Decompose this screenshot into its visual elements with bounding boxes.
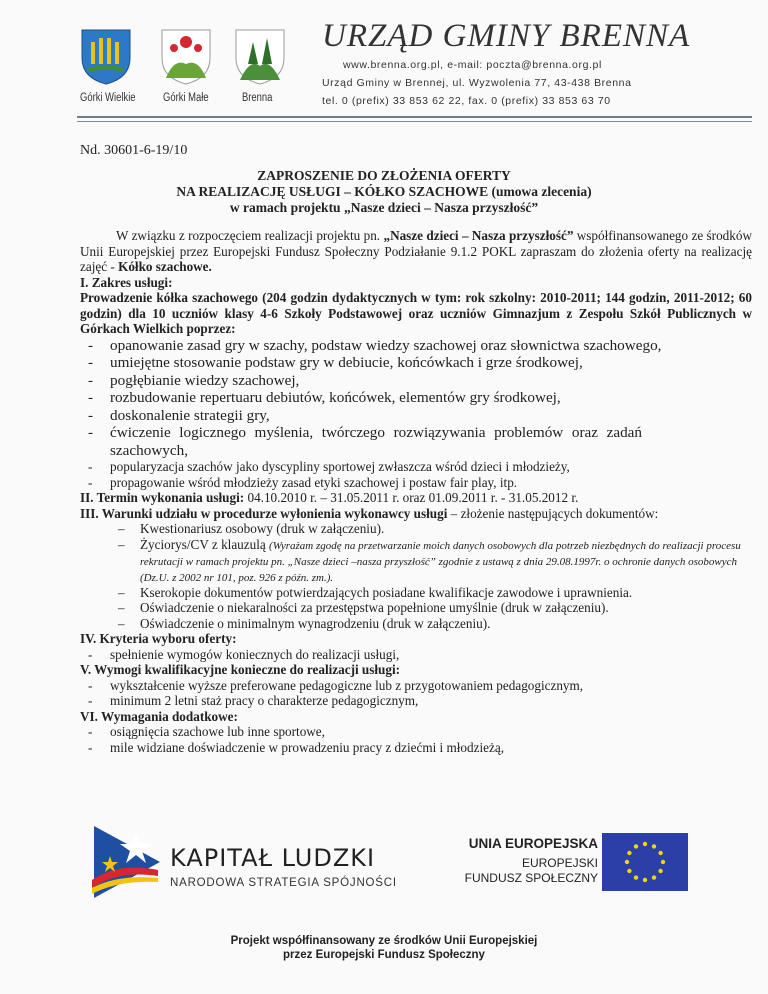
doc-heading-2: NA REALIZACJĘ USŁUGI – KÓŁKO SZACHOWE (umowa zlecenia) (176, 184, 592, 199)
list-item: - pogłębianie wiedzy szachowej, (80, 372, 752, 390)
section-1-list-small (80, 459, 752, 490)
list-item: – Oświadczenie o minimalnym wynagrodzeniu (druk w załączeniu). (80, 616, 752, 632)
section-5-list (80, 678, 752, 709)
list-item: – Życiorys/CV z klauzulą (Wyrażam zgodę na przetwarzanie moich danych osobowych dla potrzeb niezbędnych do realizacji procesu rekrutacji w ramach projektu pn. „Nasze dzieci –nasza przyszłość” zgodnie z ustawą z dnia 29.08.1997r. o ochronie danych osobowych (Dz.U. z 2002 nr 101, poz. 926 z późn. zm.). (80, 537, 752, 585)
gorki-wielkie-crest-icon (80, 28, 132, 86)
kapital-ludzki-logo-icon (88, 822, 168, 900)
section-4-title: IV. Kryteria wyboru oferty: (80, 631, 237, 646)
section-3: III. Warunki udziału w procedurze wyłonienia wykonawcy usługi – złożenie następujących dokumentów: (80, 505, 659, 521)
office-title: URZĄD GMINY BRENNA (322, 18, 691, 54)
list-item: - osiągnięcia szachowe lub inne sportowe, (80, 724, 752, 740)
eu-star-icon (634, 875, 638, 879)
list-item: - propagowanie wśród młodzieży zasad etyki szachowej i postaw fair play, itp. (80, 475, 752, 491)
project-note-line-2: przez Europejski Fundusz Społeczny (283, 949, 485, 961)
eu-flag-icon (602, 833, 688, 891)
kapital-ludzki-title: KAPITAŁ LUDZKI (170, 844, 376, 872)
section-4-list (80, 647, 752, 663)
list-item: - spełnienie wymogów koniecznych do realizacji usługi, (80, 647, 752, 663)
reference-number: Nd. 30601-6-19/10 (80, 143, 188, 158)
list-item: - rozbudowanie repertuaru debiutów, końcówek, elementów gry środkowej, (80, 389, 752, 407)
intro-paragraph: W związku z rozpoczęciem realizacji projektu pn. „Nasze dzieci – Nasza przyszłość” współfinansowanego ze środków Unii Europejskiej przez Europejski Fundusz Społeczny Podziałanie 9.1.2 POKL zapraszam do złożenia oferty na realizację zajęć - Kółko szachowe. (80, 228, 752, 274)
eu-star-icon (661, 860, 665, 864)
header-rule (77, 116, 752, 118)
crest-label-gorki-wielkie: Górki Wielkie (80, 92, 136, 104)
doc-heading-3: w ramach projektu „Nasze dzieci – Nasza przyszłość” (229, 200, 539, 215)
eu-fund-text: EUROPEJSKI FUNDUSZ SPOŁECZNY (464, 856, 598, 885)
list-item: - mile widziane doświadczenie w prowadzeniu pracy z dziećmi i młodzieżą, (80, 740, 752, 756)
header-phones: tel. 0 (prefix) 33 853 62 22, fax. 0 (prefix) 33 853 63 70 (322, 95, 611, 107)
section-1-text: Prowadzenie kółka szachowego (204 godzin dydaktycznych w tym: rok szkolny: 2010-2011; 144 godzin, 2011-2012; 60 godzin) dla 10 uczniów klasy 4-6 Szkoły Podstawowej oraz uczniów Gimnazjum z Zespołu Szkół Publicznych w Górkach Wielkich poprzez: (80, 290, 752, 336)
header-web-email: www.brenna.org.pl, e-mail: poczta@brenna.org.pl (343, 59, 602, 71)
list-item: - opanowanie zasad gry w szachy, podstaw wiedzy szachowej oraz słownictwa szachowego, (80, 337, 752, 355)
section-3-list (80, 521, 752, 631)
section-1-title: I. Zakres usługi: (80, 274, 173, 290)
eu-star-icon (643, 842, 647, 846)
eu-star-icon (627, 851, 631, 855)
eu-star-icon (652, 875, 656, 879)
header-rule-thin (77, 121, 752, 122)
header-address: Urząd Gminy w Brennej, ul. Wyzwolenia 77, 43-438 Brenna (322, 77, 632, 89)
list-item: - wykształcenie wyższe preferowane pedagogiczne lub z przygotowaniem pedagogicznym, (80, 678, 752, 694)
eu-star-icon (652, 844, 656, 848)
eu-star-icon (627, 869, 631, 873)
section-2: II. Termin wykonania usługi: 04.10.2010 r. – 31.05.2011 r. oraz 01.09.2011 r. - 31.05.2012 r. (80, 490, 579, 505)
list-item: - minimum 2 letni staż pracy o charakterze pedagogicznym, (80, 693, 752, 709)
list-item: - umiejętne stosowanie podstaw gry w debiucie, końcówkach i grze środkowej, (80, 354, 752, 372)
section-6-list (80, 724, 752, 755)
eu-star-icon (658, 851, 662, 855)
document-body (80, 228, 752, 755)
list-item: - popularyzacja szachów jako dyscypliny sportowej zwłaszcza wśród dzieci i młodzieży, (80, 459, 752, 475)
doc-heading-1: ZAPROSZENIE DO ZŁOŻENIA OFERTY (257, 168, 511, 183)
eu-title: UNIA EUROPEJSKA (468, 836, 598, 851)
section-6-title: VI. Wymagania dodatkowe: (80, 708, 238, 724)
section-1-list (80, 337, 752, 460)
project-note-line-1: Projekt współfinansowany ze środków Unii Europejskiej (230, 935, 538, 947)
gorki-male-crest-icon (160, 28, 212, 86)
list-item: - ćwiczenie logicznego myślenia, twórczego rozwiązywania problemów oraz zadań szachowych, (80, 424, 752, 459)
kapital-ludzki-subtitle: NARODOWA STRATEGIA SPÓJNOŚCI (170, 877, 397, 889)
eu-star-icon (625, 860, 629, 864)
brenna-crest-icon (234, 28, 286, 86)
crest-label-brenna: Brenna (242, 92, 273, 104)
list-item: – Oświadczenie o niekaralności za przestępstwa popełnione umyślnie (druk w załączeniu). (80, 600, 752, 616)
eu-star-icon (634, 844, 638, 848)
list-item: – Kwestionariusz osobowy (druk w załączeniu). (80, 521, 752, 537)
eu-star-icon (643, 878, 647, 882)
list-item: – Kserokopie dokumentów potwierdzających posiadane kwalifikacje zawodowe i uprawnienia. (80, 585, 752, 601)
crest-label-gorki-male: Górki Małe (163, 92, 209, 104)
section-5-title: V. Wymogi kwalifikacyjne konieczne do realizacji usługi: (80, 662, 401, 677)
list-item: - doskonalenie strategii gry, (80, 407, 752, 425)
eu-star-icon (658, 869, 662, 873)
